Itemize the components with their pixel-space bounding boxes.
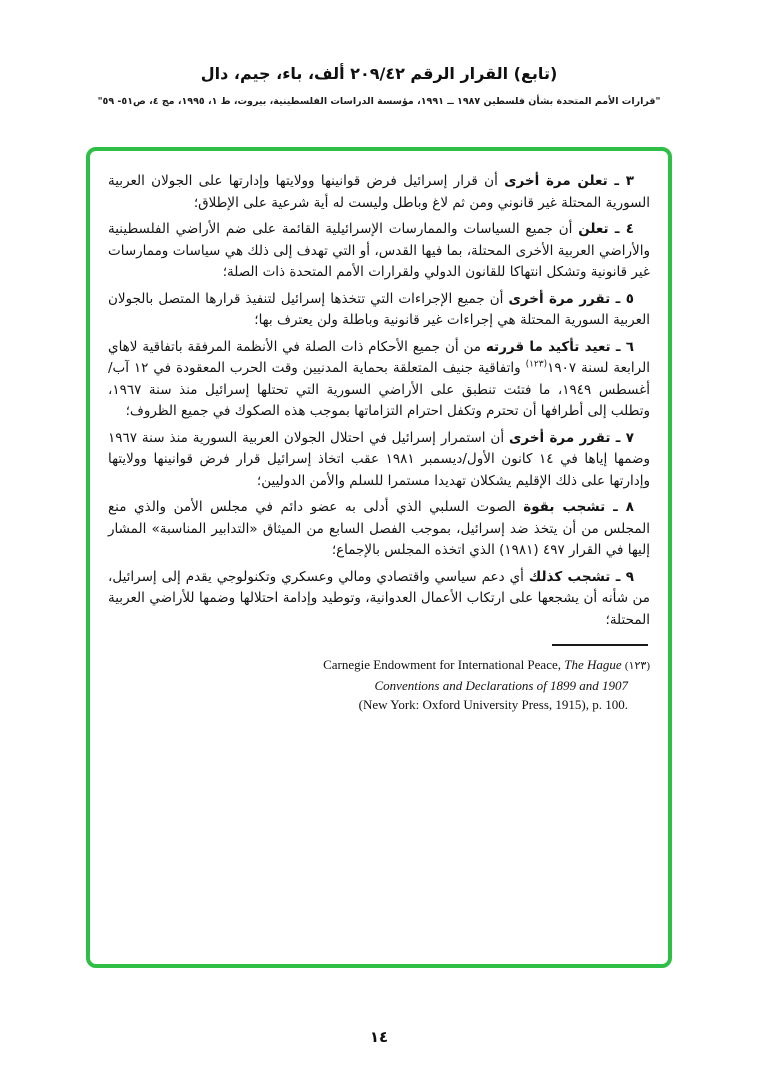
footnote-marker: (١٢٣) [624, 660, 650, 672]
paragraph-3 [108, 171, 650, 214]
footnote-line-3 [320, 695, 650, 714]
paragraph-9-text: أي دعم سياسي واقتصادي ومالي وعسكري وتكنولوجي يقدم إلى إسرائيل، من شأنه أن يشجعها على ارتكاب الأعمال العدوانية، وتوطيد وإدامة احتلالها وضمها للأراضي العربية المحتلة؛ [108, 568, 650, 628]
footnote-publisher: (New York: Oxford University Press, 1915), p. 100. [358, 697, 628, 712]
source-citation: "قرارات الأمم المتحدة بشأن فلسطين ١٩٨٧ ــ ١٩٩١، مؤسسة الدراسات الفلسطينية، بيروت، ط ١، ١٩٩٥، مج ٤، ص٥١- ٥٩" [97, 96, 661, 107]
paragraph-5-text: أن جميع الإجراءات التي تتخذها إسرائيل لتنفيذ قرارها المتصل بالجولان العربية السورية المحتلة هي إجراءات غير قانونية وباطلة ولن يعترف بها؛ [108, 290, 650, 328]
page-number: ١٤ [369, 1028, 389, 1046]
paragraph-6-lead: ٦ ـ تعيد تأكيد ما قررته [485, 338, 635, 355]
page-header [0, 64, 758, 107]
paragraph-6 [108, 337, 650, 423]
paragraph-7-text: أن استمرار إسرائيل في احتلال الجولان العربية السورية منذ سنة ١٩٦٧ وضمها إياها في ١٤ كانون الأول/ديسمبر ١٩٨١ عقب اتخاذ إسرائيل قرار فرض قوانينها وولايتها وإدارتها على ذلك الإقليم يشكلان تهديدا مستمرا للسلم والأمن الدوليين؛ [108, 429, 650, 489]
paragraph-4-text: أن جميع السياسات والممارسات الإسرائيلية القائمة على ضم الأراضي الفلسطينية والأراضي العربية الأخرى المحتلة، بما فيها القدس، أو التي تهدف إلى ذلك هي سياسات وممارسات غير قانونية وتشكل انتهاكا للقانون الدولي ولقرارات الأمم المتحدة ذات الصلة؛ [108, 221, 650, 280]
paragraph-5 [108, 289, 650, 332]
paragraph-3-lead: ٣ ـ تعلن مرة أخرى [504, 173, 634, 189]
footnote-line-2 [320, 676, 650, 695]
paragraph-4-lead: ٤ ـ تعلن [578, 221, 634, 237]
paragraph-4 [108, 219, 650, 284]
paragraph-7-lead: ٧ ـ تقرر مرة أخرى [509, 429, 634, 446]
paragraph-8-text: الصوت السلبي الذي أدلى به عضو دائم في مجلس الأمن والذي منع المجلس من أن يتخذ ضد إسرائيل، بموجب الفصل السابع من الميثاق «التدابير المناسبة» المشار إليها في القرار ٤٩٧ (١٩٨١) الذي اتخذه المجلس بالإجماع؛ [108, 499, 650, 558]
resolution-title: (تابع) القرار الرقم ٢٠٩/٤٢ ألف، باء، جيم، دال [200, 64, 558, 83]
footnote-title-part-2: Conventions and Declarations of 1899 and 1907 [374, 678, 628, 693]
paragraph-6-text-a: من أن جميع الأحكام ذات الصلة في الأنظمة المرفقة باتفاقية لاهاي الرابعة لسنة ١٩٠٧ [108, 338, 650, 376]
paragraph-9 [108, 567, 650, 632]
paragraph-7 [108, 428, 650, 493]
footnote-line-1 [320, 655, 650, 676]
footnote-author: Carnegie Endowment for International Peace, [323, 657, 561, 672]
paragraph-8 [108, 497, 650, 562]
paragraph-6-text-b: واتفاقية جنيف المتعلقة بحماية المدنيين وقت الحرب المعقودة في ١٢ آب/أغسطس ١٩٤٩، ما فتئت تنطبق على الأراضي السورية التي تحتلها إسرائيل منذ سنة ١٩٦٧، وتطلب إلى أطرافها أن تحترم وتكفل احترام التزاماتها بموجب هذه الصكوك في جميع الظروف؛ [108, 360, 650, 419]
paragraph-3-text: أن قرار إسرائيل فرض قوانينها وولايتها وإدارتها على الجولان العربية السورية المحتلة غير قانوني ومن ثم لاغ وباطل وليست له أية شرعية على الإطلاق؛ [108, 173, 650, 211]
footnote-block [320, 655, 650, 714]
paragraph-8-lead: ٨ ـ تشجب بقوة [523, 499, 634, 515]
resolution-body [108, 171, 650, 631]
footnote [108, 644, 650, 714]
footnote-title-part-1: The Hague [564, 657, 622, 672]
footnote-separator [552, 644, 648, 646]
paragraph-5-lead: ٥ ـ تقرر مرة أخرى [508, 290, 634, 307]
footnote-reference-123: (١٢٣) [525, 359, 548, 370]
content-border-box [86, 147, 672, 968]
paragraph-9-lead: ٩ ـ تشجب كذلك [528, 568, 634, 585]
